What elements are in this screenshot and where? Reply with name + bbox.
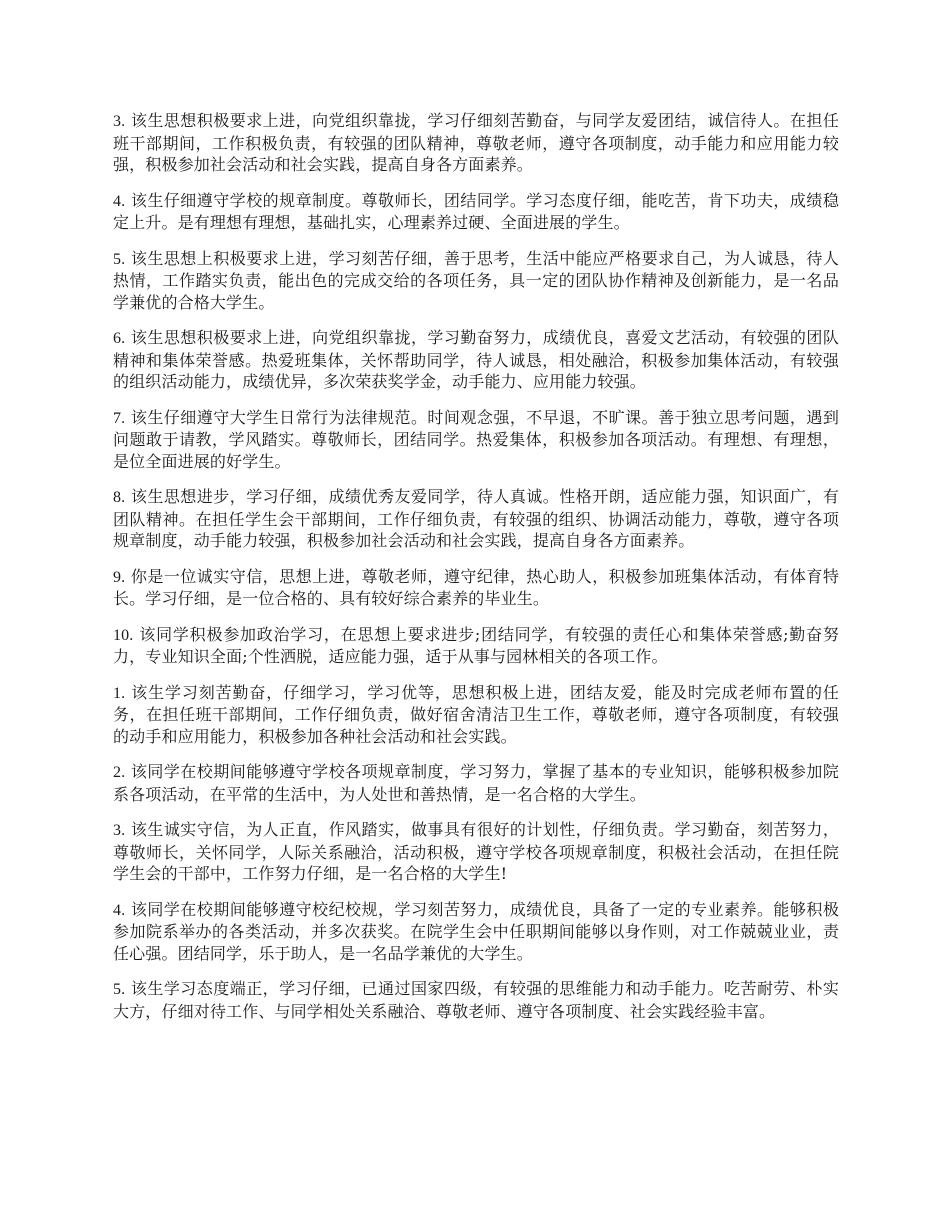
paragraph-number: 10. xyxy=(113,626,134,644)
paragraph-text: 该生诚实守信，为人正直，作风踏实，做事具有很好的计划性，仔细负责。学习勤奋，刻苦努力，尊敬师长，关怀同学，人际关系融洽，活动积极，遵守学校各项规章制度，积极社会活动，在担任院学生会的干部中，工作努力仔细，是一名合格的大学生! xyxy=(113,820,839,883)
paragraph-number: 9. xyxy=(113,568,126,586)
paragraph-4 xyxy=(113,327,839,393)
paragraph-9 xyxy=(113,682,839,748)
paragraph-2 xyxy=(113,190,839,234)
paragraph-text: 该同学在校期间能够遵守学校各项规章制度，学习努力，掌握了基本的专业知识，能够积极参加院系各项活动，在平常的生活中，为人处世和善热情，是一名合格的大学生。 xyxy=(113,762,839,804)
paragraph-number: 1. xyxy=(113,684,126,702)
paragraph-number: 5. xyxy=(113,981,126,998)
paragraph-text: 该生学习刻苦勤奋，仔细学习，学习优等，思想积极上进，团结友爱，能及时完成老师布置的任务，在担任班干部期间，工作仔细负责，做好宿舍清洁卫生工作，尊敬老师，遵守各项制度，有较强的动手和应用能力，积极参加各种社会活动和社会实践。 xyxy=(113,682,839,746)
paragraph-number: 2. xyxy=(113,764,126,781)
paragraph-number: 4. xyxy=(113,192,126,210)
paragraph-text: 该生学习态度端正，学习仔细，已通过国家四级，有较强的思维能力和动手能力。吃苦耐劳、朴实大方，仔细对待工作、与同学相处关系融洽、尊敬老师、遵守各项制度、社会实践经验丰富。 xyxy=(113,979,839,1021)
paragraph-number: 5. xyxy=(113,250,126,268)
paragraph-number: 8. xyxy=(113,489,126,506)
paragraph-text: 该生思想上积极要求上进，学习刻苦仔细，善于思考，生活中能应严格要求自己，为人诚恳，待人热情，工作踏实负责，能出色的完成交给的各项任务，具一定的团队协作精神及创新能力，是一名品学兼优的合格大学生。 xyxy=(113,248,839,312)
paragraph-number: 7. xyxy=(113,409,126,427)
paragraph-number: 3. xyxy=(113,113,126,130)
paragraph-text: 你是一位诚实守信，思想上进，尊敬老师，遵守纪律，热心助人，积极参加班集体活动，有体育特长。学习仔细，是一位合格的、具有较好综合素养的毕业生。 xyxy=(113,566,839,608)
paragraph-text: 该生仔细遵守大学生日常行为法律规范。时间观念强，不早退，不旷课。善于独立思考问题，遇到问题敢于请教，学风踏实。尊敬师长，团结同学。热爱集体，积极参加各项活动。有理想、有理想，是位全面进展的好学生。 xyxy=(113,407,839,471)
paragraph-number: 6. xyxy=(113,330,126,347)
paragraph-text: 该同学在校期间能够遵守校纪校规，学习刻苦努力，成绩优良，具备了一定的专业素养。能够积极参加院系举办的各类活动，并多次获奖。在院学生会中任职期间能够以身作则，对工作兢兢业业，责任心强。团结同学，乐于助人，是一名品学兼优的大学生。 xyxy=(113,899,839,963)
paragraph-number: 4. xyxy=(113,901,126,919)
paragraph-text: 该生思想积极要求上进，向党组织靠拢，学习勤奋努力，成绩优良，喜爱文艺活动，有较强的团队精神和集体荣誉感。热爱班集体，关怀帮助同学，待人诚恳，相处融洽，积极参加集体活动，有较强的组织活动能力，成绩优异，多次荣获奖学金，动手能力、应用能力较强。 xyxy=(113,328,839,391)
paragraph-3 xyxy=(113,248,839,314)
paragraph-13 xyxy=(113,978,839,1022)
paragraph-number: 3. xyxy=(113,822,126,839)
paragraph-12 xyxy=(113,899,839,965)
paragraph-6 xyxy=(113,486,839,552)
document-body xyxy=(113,110,839,1036)
paragraph-text: 该生思想进步，学习仔细，成绩优秀友爱同学，待人真诚。性格开朗，适应能力强，知识面广，有团队精神。在担任学生会干部期间，工作仔细负责，有较强的组织、协调活动能力，尊敬，遵守各项规章制度，动手能力较强，积极参加社会活动和社会实践，提高自身各方面素养。 xyxy=(113,487,839,550)
paragraph-text: 该生仔细遵守学校的规章制度。尊敬师长，团结同学。学习态度仔细，能吃苦，肯下功夫，成绩稳定上升。是有理想有理想，基础扎实，心理素养过硬、全面进展的学生。 xyxy=(113,190,839,232)
paragraph-10 xyxy=(113,761,839,805)
paragraph-11 xyxy=(113,819,839,885)
paragraph-text: 该同学积极参加政治学习，在思想上要求进步;团结同学，有较强的责任心和集体荣誉感;勤奋努力，专业知识全面;个性洒脱，适应能力强，适于从事与园林相关的各项工作。 xyxy=(113,624,839,666)
paragraph-8 xyxy=(113,624,839,668)
paragraph-7 xyxy=(113,566,839,610)
paragraph-text: 该生思想积极要求上进，向党组织靠拢，学习仔细刻苦勤奋，与同学友爱团结，诚信待人。在担任班干部期间，工作积极负责，有较强的团队精神，尊敬老师，遵守各项制度，动手能力和应用能力较强，积极参加社会活动和社会实践，提高自身各方面素养。 xyxy=(113,111,839,174)
paragraph-5 xyxy=(113,407,839,473)
paragraph-1 xyxy=(113,110,839,176)
